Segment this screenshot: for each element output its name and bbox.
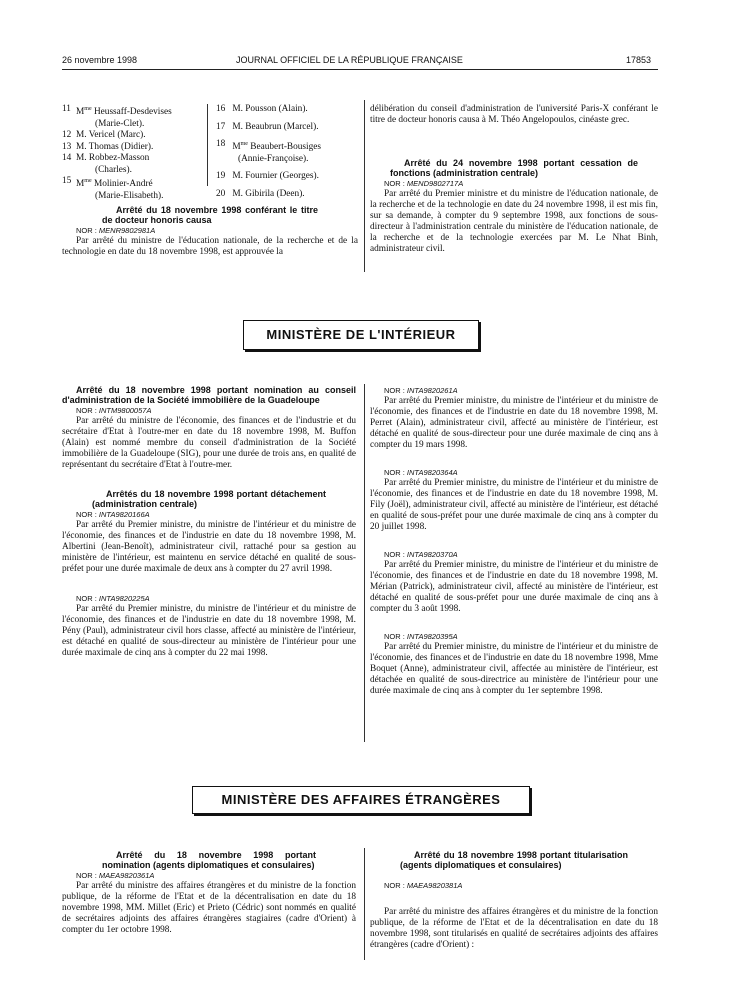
list-item: 19 M. Fournier (Georges). xyxy=(216,171,319,182)
decree-body: Par arrêté du Premier ministre, du ministre de l'intérieur et du ministre de l'économie, des finances et de l'industrie en date du 18 novembre 1998, Mme Boquet (Anne), administrateur civil, affectée au ministère de l'intérieur, est détachée en qualité de sous-directrice au ministère de l'intérieur pour une durée maximale de cinq ans à compter du 1er septembre 1998. xyxy=(370,642,658,696)
decree-nomination-agents xyxy=(62,850,356,936)
decree-body: Par arrêté du Premier ministre et du ministre de l'éducation nationale, de la recherche et de la technologie en date du 24 novembre 1998, il est mis fin, sur sa demande, à compter du 9 septembre 1998, aux fonctions de sous-directeur à l'administration centrale du ministère de l'éducation nationale, de la recherche et de la technologie exercées par M. Le Nhat Binh, administrateur civil. xyxy=(370,189,658,254)
ministry-banner-interieur: MINISTÈRE DE L'INTÉRIEUR xyxy=(243,320,479,350)
list-item: 11 $M^{me}$ Heussaff-Desdevises xyxy=(62,104,172,118)
column-divider xyxy=(364,384,365,742)
decree-body: Par arrêté du Premier ministre, du ministre de l'intérieur et du ministre de l'économie, des finances et de l'industrie en date du 18 novembre 1998, M. Fily (Joël), administrateur civil, affecté au ministère de l'intérieur, est détaché en qualité de sous-préfet pour une durée maximale de cinq ans à compter du 20 juillet 1998. xyxy=(370,478,658,532)
decree-title: Arrêté du 18 novembre 1998 portant nomination (agents diplomatiques et consulaires) xyxy=(102,850,316,870)
decree-body: Par arrêté du Premier ministre, du ministre de l'intérieur et du ministre de l'économie, des finances et de l'industrie en date du 18 novembre 1998, M. Perret (Alain), administrateur civil, affecté au ministère de l'intérieur, est détaché en qualité de sous-directeur pour une durée maximale de cinq ans à compter du 19 mars 1998. xyxy=(370,396,658,450)
decree-body: Par arrêté du ministre de l'économie, des finances et de l'industrie et du secrétaire d'Etat à l'outre-mer en date du 18 novembre 1998, M. Buffon (Alain) est nommé membre du conseil d'administration de la Société immobilière de la Guadeloupe (SIG), pour une durée de trois ans, en qualité de représentant du secrétaire d'Etat à l'outre-mer. xyxy=(62,416,356,470)
list-item-sub: (Marie-Clet). xyxy=(95,118,145,129)
decree-cessation-fonctions xyxy=(370,158,658,255)
nor-reference: NOR : INTM9800057A xyxy=(76,406,152,415)
list-item: 18 $M^{me}$ Beaubert-Bousiges xyxy=(216,139,322,153)
list-item: 17 M. Beaubrun (Marcel). xyxy=(216,121,319,132)
list-item: 12 M. Vericel (Marc). xyxy=(62,130,146,141)
decree-body: Par arrêté du Premier ministre, du ministre de l'intérieur et du ministre de l'économie, des finances et de l'industrie en date du 18 novembre 1998, M. Albertini (Jean-Benoît), administrateur civil, rattaché pour sa gestion au ministère de l'intérieur, est maintenu en service détaché en qualité de sous-préfet pour une durée maximale de deux ans à compter du 27 avril 1998. xyxy=(62,520,356,574)
interieur-left-column xyxy=(62,385,356,659)
column-divider xyxy=(364,100,365,272)
header-page-number: 17853 xyxy=(626,55,652,65)
nor-reference: NOR : INTA9820261A xyxy=(384,386,458,395)
header-rule xyxy=(62,69,658,70)
decree-title: Arrêté du 18 novembre 1998 conférant le titre de docteur honoris causa xyxy=(102,205,318,225)
nor-reference: NOR : MEND9802717A xyxy=(384,179,464,188)
nor-reference: NOR : MAEA9820381A xyxy=(384,881,463,890)
list-item: 13 M. Thomas (Didier). xyxy=(62,141,154,152)
decree-honoris-causa-continued xyxy=(370,104,658,126)
decree-title: Arrêté du 24 novembre 1998 portant cessation de fonctions (administration centrale) xyxy=(390,158,638,178)
decree-title: Arrêté du 18 novembre 1998 portant titularisation (agents diplomatiques et consulaires) xyxy=(400,850,628,870)
list-left xyxy=(62,104,202,202)
column-divider xyxy=(364,848,365,960)
decree-title: Arrêté du 18 novembre 1998 portant nomination au conseil d'administration de la Société immobilière de la Guadeloupe xyxy=(62,385,356,405)
decree-body: Par arrêté du ministre de l'éducation nationale, de la recherche et de la technologie en date du 18 novembre 1998, est approuvée la xyxy=(62,236,358,257)
interieur-right-column xyxy=(370,385,658,697)
list-item-sub: (Charles). xyxy=(95,164,132,175)
decree-body-continued: délibération du conseil d'administration de l'université Paris-X conférant le titre de docteur honoris causa à M. Théo Angelopoulos, cinéaste grec. xyxy=(370,104,658,125)
header-date: 26 novembre 1998 xyxy=(62,55,138,65)
nor-reference: NOR : INTA9820395A xyxy=(384,632,458,641)
nor-reference: NOR : INTA9820370A xyxy=(384,550,458,559)
list-item-sub: (Marie-Elisabeth). xyxy=(95,190,164,201)
decree-body: Par arrêté du Premier ministre, du ministre de l'intérieur et du ministre de l'économie, des finances et de l'industrie en date du 18 novembre 1998, M. Mérian (Patrick), administrateur civil, affecté au ministère de l'intérieur, est détaché en qualité de sous-préfet pour une durée maximale de cinq ans à compter du 3 août 1998. xyxy=(370,560,658,614)
list-item-sub: (Annie-Françoise). xyxy=(238,153,309,164)
nor-reference: NOR : INTA9820166A xyxy=(76,510,150,519)
decree-body: Par arrêté du ministre des affaires étrangères et du ministre de la fonction publique, de la réforme de l'Etat et de la décentralisation en date du 18 novembre 1998, MM. Millet (Eric) et Prieto (Cédric) sont nommés en qualité de secrétaires adjoints des affaires étrangères stagiaires (cadre d'Orient) à compter du 1er octobre 1998. xyxy=(62,881,356,935)
list-right xyxy=(216,104,356,200)
decree-body: Par arrêté du ministre des affaires étrangères et du ministre de la fonction publique, de la réforme de l'Etat et de la décentralisation en date du 18 novembre 1998, sont titularisés en qualité de secrétaires adjoints des affaires étrangères (cadre d'Orient) : xyxy=(370,907,658,950)
header-journal-title: JOURNAL OFFICIEL DE LA RÉPUBLIQUE FRANÇAISE xyxy=(236,55,463,65)
nor-reference: NOR : MAEA9820361A xyxy=(76,871,155,880)
decree-body: Par arrêté du Premier ministre, du ministre de l'intérieur et du ministre de l'économie, des finances et de l'industrie en date du 18 novembre 1998, M. Pény (Paul), administrateur civil hors classe, affecté au ministère de l'intérieur, est détaché en qualité de sous-directeur au ministère de l'intérieur pour une durée maximale de cinq ans à compter du 22 mai 1998. xyxy=(62,604,356,658)
decree-honoris-causa xyxy=(62,205,358,258)
list-item: 15 $M^{me}$ Molinier-André xyxy=(62,176,153,190)
list-divider xyxy=(207,104,208,186)
list-item: 16 M. Pousson (Alain). xyxy=(216,104,308,114)
nor-reference: NOR : INTA9820225A xyxy=(76,594,150,603)
nor-reference: NOR : MENR9802981A xyxy=(76,226,156,235)
decree-title: Arrêtés du 18 novembre 1998 portant détachement (administration centrale) xyxy=(92,489,326,509)
list-item: 20 M. Gibirila (Deen). xyxy=(216,188,305,199)
decree-titularisation-agents xyxy=(370,850,658,951)
nor-reference: NOR : INTA9820364A xyxy=(384,468,458,477)
ministry-banner-affaires-etrangeres: MINISTÈRE DES AFFAIRES ÉTRANGÈRES xyxy=(192,786,530,814)
list-item: 14 M. Robbez-Masson xyxy=(62,153,150,164)
